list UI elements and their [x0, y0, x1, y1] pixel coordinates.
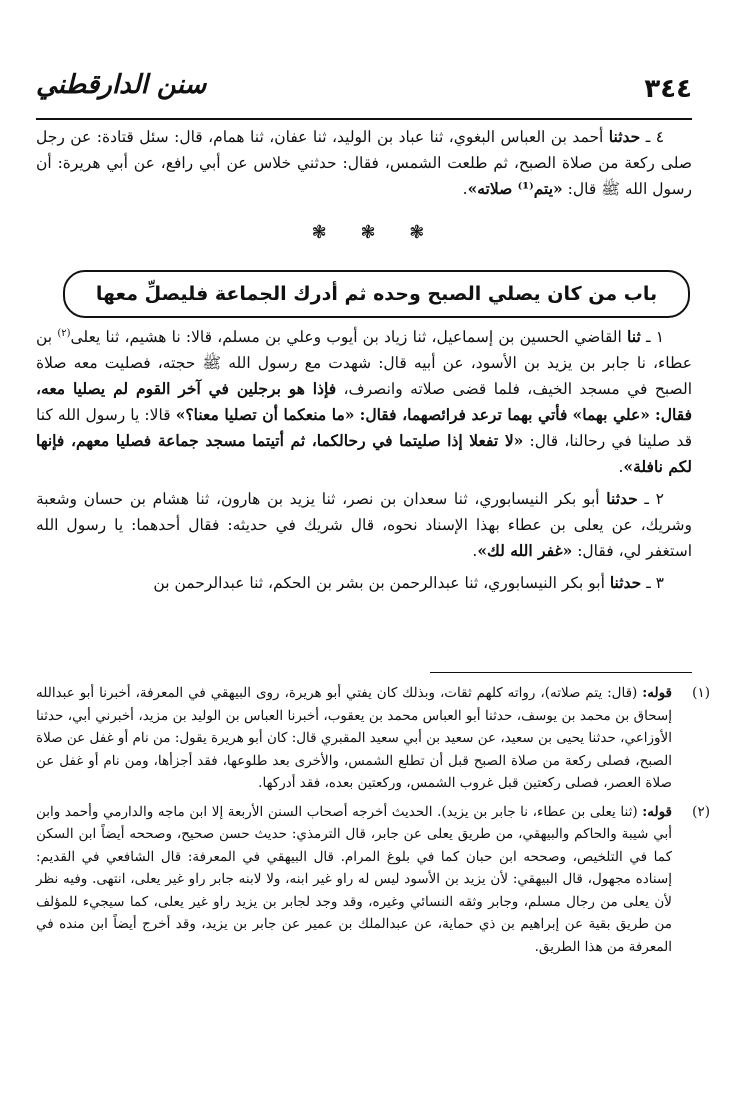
footnote-number: (١) [692, 685, 710, 701]
prophetic-quote: «لا تفعلا إذا صليتما في رحالكما، ثم أتيتما مسجد جماعة فصليا معهم، فإنها لكم نافلة» [36, 431, 692, 476]
hadith-number: ٤ ـ [645, 128, 665, 146]
chapter-title: باب من كان يصلي الصبح وحده ثم أدرك الجماعة فليصلِّ معها [95, 283, 658, 305]
hadith-bold-text: فأتي بهما ترعد فرائصهما، فقال: [359, 405, 568, 424]
hadith-4 [36, 124, 692, 208]
hadith-bold-text: فإذا هو برجلين في آخر القوم لم يصليا معه، فقال: [36, 379, 693, 424]
hadith-number: ٣ ـ [646, 574, 664, 592]
hadith-number: ١ ـ [645, 328, 665, 346]
footnote-text: (قال: يتم صلاته)، رواته كلهم ثقات، وبذلك كان يفتي أبو هريرة، روى البيهقي في المعرفة، أخبرنا أبو عبدالله إسحاق بن محمد بن يوسف، حدثنا أبو العباس محمد بن يعقوب، أخبرنا العباس بن الوليد بن مزيد، أخبرني أبي، حدثنا الأوزاعي، حدثنا يحيى بن سعيد، عن سعيد بن أبي سعيد المقبري قال: كان أبو هريرة يقول: من نام أو غفل عن صلاة الصبح، فصلى ركعة من صلاة الصبح قبل أن تطلع الشمس، والأخرى بعد طلوعها، فقد أجزأها، ومن نام أو غفل عن صلاة العصر، فصلى ركعتين قبل غروب الشمس، وركعتين بعده، فقد أدركها. [36, 685, 672, 791]
section-separator: ❃ ❃ ❃ [311, 222, 439, 243]
hadith-text: أبو بكر النيسابوري، ثنا سعدان بن نصر، ثنا يزيد بن هارون، ثنا هشام بن حسان وشعبة وشريك، عن يعلى بن عطاء بهذا الإسناد نحوه، قال شريك في حديثه: فقال أحدهما: يا رسول الله استغفر لي، فقال: [36, 490, 692, 560]
chapter-body [36, 324, 692, 602]
hadith-number: ٢ ـ [644, 490, 664, 508]
footnote-ref: (٢) [57, 327, 71, 339]
chapter-heading-box [63, 270, 690, 318]
prophetic-quote: «غفر الله لك» [477, 541, 573, 560]
hadith-lead-word: حدثنا [609, 573, 642, 592]
footnote-rule [430, 672, 692, 673]
prophetic-quote: «علي بهما» [572, 405, 650, 424]
hadith-3-paragraph [36, 570, 692, 596]
prophetic-quote: «يتم⁽¹⁾ صلاته» [467, 179, 563, 198]
hadith-1-paragraph [36, 324, 692, 480]
hadith-text: بن عطاء، نا جابر بن يزيد بن الأسود، عن أبيه قال: شهدت مع رسول الله ﷺ حجته، فصليت معه صلاة الصبح في مسجد الخيف، فلما قضى صلاته وانصرف، [36, 328, 692, 398]
hadith-text: قالا: يا رسول الله كنا قد صلينا في رحالنا، قال: [36, 406, 692, 450]
page-header [36, 66, 692, 112]
hadith-text: أبو بكر النيسابوري، ثنا عبدالرحمن بن بشر بن الحكم، ثنا عبدالرحمن بن [153, 574, 605, 592]
hadith-text: أحمد بن العباس البغوي، ثنا عباد بن الوليد، ثنا عفان، ثنا همام، قال: سئل قتادة: عن رجل صلى ركعة من صلاة الصبح، ثم طلعت الشمس، فقال: حدثني خلاس عن أبي رافع، عن أبي هريرة: أن رسول الله ﷺ قال: [36, 128, 692, 198]
hadith-text: القاضي الحسين بن إسماعيل، ثنا زياد بن أيوب وعلي بن مسلم، قالا: نا هشيم، ثنا يعلى [70, 328, 622, 346]
footnote-label: قوله: [642, 803, 673, 820]
footnote-label: قوله: [642, 685, 673, 701]
prophetic-quote: «ما منعكما أن تصليا معنا؟» [175, 405, 355, 424]
hadith-end: . [462, 180, 468, 198]
footnote-2 [36, 801, 710, 959]
hadith-4-paragraph [36, 124, 692, 202]
page-number: ٣٤٤ [644, 74, 692, 104]
hadith-2-paragraph [36, 486, 692, 564]
footnote-text: (ثنا يعلى بن عطاء، نا جابر بن يزيد). الحديث أخرجه أصحاب السنن الأربعة إلا ابن ماجه والدارمي وأحمد وابن أبي شيبة والحاكم والبيهقي، من طريق يعلى عن جابر، قال الترمذي: حديث حسن صحيح، وصححه أيضاً ابن السكن كما في التلخيص، وصححه ابن حبان كما في بلوغ المرام. قال البيهقي في المعرفة: قال الشافعي في القديم: إسناده مجهول، قال البيهقي: لأن يزيد بن الأسود ليس له راو غير ابنه، ولا لابنه جابر راو غير يعلى، انتهى. وفيه نظر لأن يعلى من رجال مسلم، وجابر وثقه النسائي وغيره، وقد وجد لجابر بن يزيد راو غير يعلى، كما سيجيء للمؤلف من طريق بقية عن إبراهيم بن ذي حماية، عن عبدالملك بن عمير عن جابر بن يزيد، وقد أخرج أيضاً ابن منده في المعرفة من هذا الطريق. [36, 803, 672, 955]
header-rule [36, 118, 692, 120]
footnote-1 [36, 682, 710, 795]
hadith-lead-word: حدثنا [606, 489, 638, 508]
hadith-lead-word: حدثنا [608, 127, 641, 146]
hadith-lead-word: ثنا [627, 327, 641, 346]
footnotes [36, 682, 710, 964]
hadith-end: . [618, 458, 624, 476]
footnote-number: (٢) [692, 803, 710, 820]
book-title: سنن الدارقطني [36, 70, 207, 100]
hadith-end: . [472, 542, 478, 560]
